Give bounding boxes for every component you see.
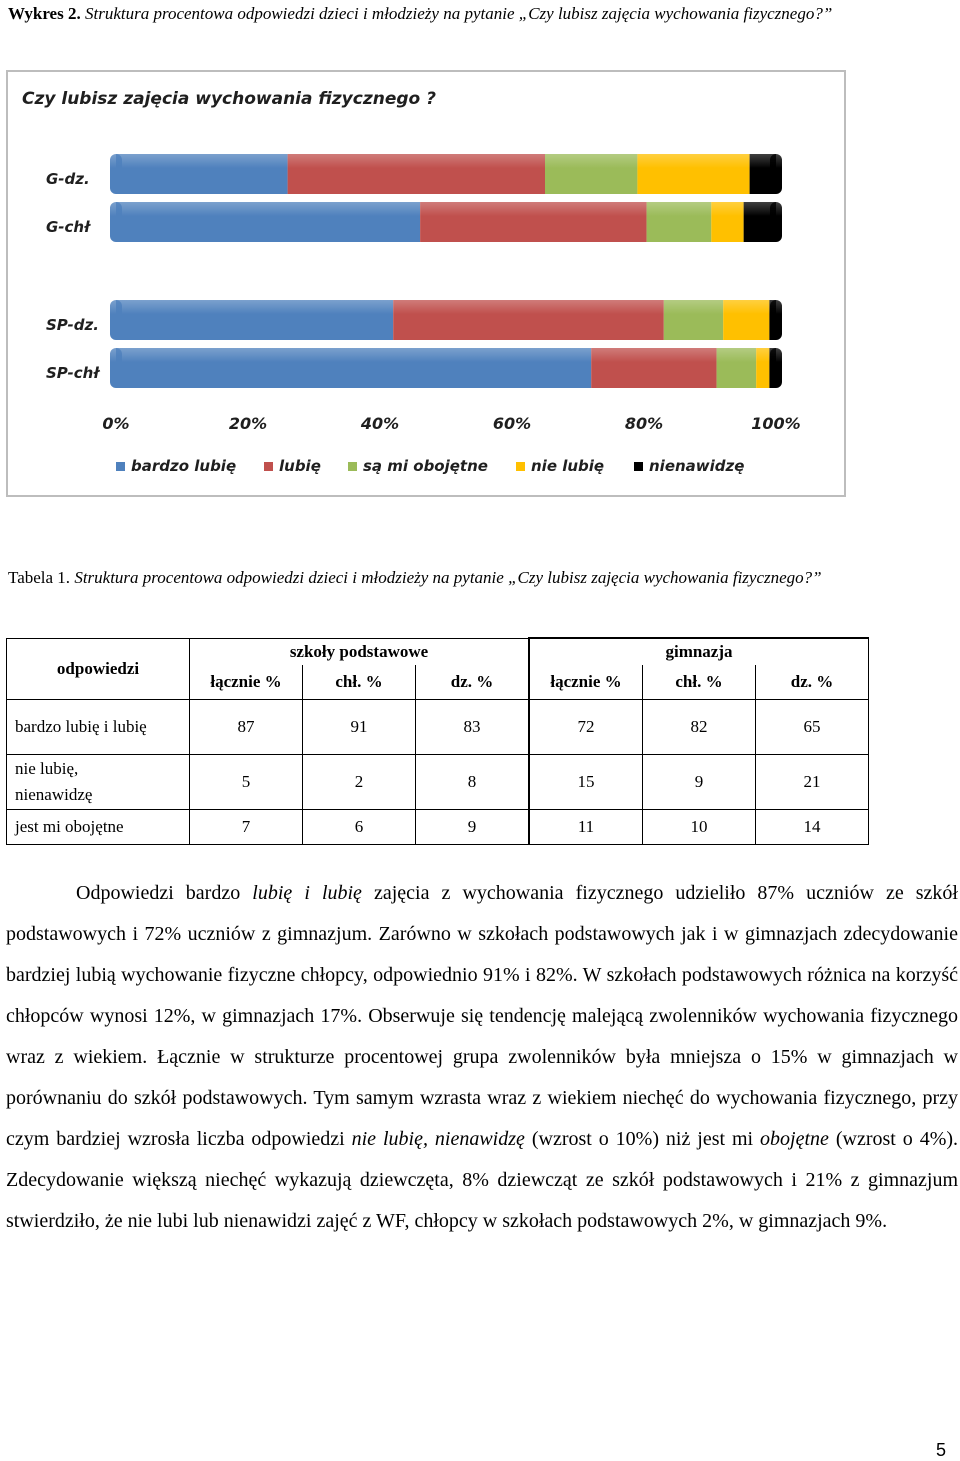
- body-text: zajęcia z wychowania fizycznego udzieliło 87% uczniów ze szkół podstawowych i 72% uczniów z gimnazjum. Zarówno w szkołach podstawowych jak i w gimnazjach zdecydowanie bardziej lubią wychowanie fizyczne chłopcy, odpowiednio 91% i 82%. W szkołach podstawowych różnica na korzyść chłopców wynosi 12%, w gimnazjach 17%. Obserwuje się tendencję malejącą zwolenników wychowania fizycznego wraz z wiekiem. Łącznie w strukturze procentowej grupa zwolenników była mniejsza o 15% w gimnazjach w porównaniu do szkół podstawowych. Tym samym wzrasta wraz z wiekiem niechęć do wychowania fizycznego, przy czym bardziej wzrosła liczba odpowiedzi: [6, 882, 958, 1150]
- bar-start-cap: [110, 154, 122, 194]
- bar-end-cap: [770, 154, 782, 194]
- table-cell: 10: [643, 809, 756, 844]
- category-labels: [46, 170, 100, 382]
- bar-segment: [545, 154, 637, 194]
- body-text: Odpowiedzi bardzo: [76, 882, 253, 904]
- page-number: 5: [936, 1440, 947, 1460]
- x-tick-label: 60%: [492, 414, 532, 433]
- legend-swatch: [516, 462, 525, 471]
- bar-segment: [288, 154, 545, 194]
- table-row: [7, 809, 869, 844]
- bar-start-cap: [110, 300, 122, 340]
- subheader: dz. %: [756, 665, 869, 699]
- bar-start-cap: [110, 202, 122, 242]
- bar-end-cap: [770, 300, 782, 340]
- table-cell: 6: [303, 809, 416, 844]
- bar-end-cap: [770, 202, 782, 242]
- chart-title: Czy lubisz zajęcia wychowania fizycznego ?: [22, 89, 436, 109]
- table-label: Tabela 1.: [8, 568, 71, 587]
- bar-segment: [637, 154, 749, 194]
- corner-header: odpowiedzi: [7, 638, 190, 699]
- table-cell: 82: [643, 699, 756, 754]
- bar-end-cap: [770, 348, 782, 388]
- body-text: (wzrost o 10%) niż jest mi: [524, 1128, 761, 1150]
- table-cell: 8: [416, 754, 530, 809]
- table-cell: 83: [416, 699, 530, 754]
- legend-swatch: [116, 462, 125, 471]
- bar-segment: [591, 348, 716, 388]
- table-cell: 9: [643, 754, 756, 809]
- body-text-italic: lubię i lubię: [252, 882, 362, 904]
- subheader: łącznie %: [190, 665, 303, 699]
- body-paragraph: [6, 873, 958, 1242]
- bar-segment: [723, 300, 769, 340]
- legend-swatch: [634, 462, 643, 471]
- legend-label: bardzo lubię: [131, 457, 237, 475]
- x-tick-label: 80%: [624, 414, 664, 433]
- table-cell: 11: [529, 809, 643, 844]
- category-label: G-dz.: [46, 170, 90, 188]
- table-cell: 9: [416, 809, 530, 844]
- bar-segment: [116, 202, 420, 242]
- table-row: [7, 699, 869, 754]
- figure-title: Struktura procentowa odpowiedzi dzieci i młodzieży na pytanie „Czy lubisz zajęcia wychowania fizycznego?”: [84, 4, 833, 23]
- table-cell: 87: [190, 699, 303, 754]
- chart-frame: [6, 70, 846, 497]
- bar-segment: [717, 348, 757, 388]
- legend-label: nie lubię: [531, 457, 605, 475]
- legend-label: są mi obojętne: [363, 457, 488, 475]
- table-cell: 14: [756, 809, 869, 844]
- body-text-italic: nie lubię, nienawidzę: [351, 1128, 525, 1150]
- row-label: bardzo lubię i lubię: [7, 699, 190, 754]
- table-cell: 72: [529, 699, 643, 754]
- results-table: [6, 637, 869, 845]
- table-cell: 7: [190, 809, 303, 844]
- row-label: jest mi obojętne: [7, 809, 190, 844]
- table-cell: 65: [756, 699, 869, 754]
- group-header-sp: szkoły podstawowe: [190, 638, 530, 665]
- legend-label: lubię: [279, 457, 321, 475]
- stacked-bar-chart: [8, 72, 844, 495]
- x-tick-labels: [102, 414, 800, 433]
- x-tick-label: 20%: [228, 414, 268, 433]
- table-cell: 5: [190, 754, 303, 809]
- bar-segment: [116, 154, 288, 194]
- x-tick-label: 0%: [102, 414, 130, 433]
- x-tick-label: 100%: [751, 414, 801, 433]
- legend: [116, 457, 744, 475]
- bar-segment: [711, 202, 743, 242]
- table-cell: 21: [756, 754, 869, 809]
- legend-swatch: [264, 462, 273, 471]
- bar-segment: [664, 300, 723, 340]
- group-header-gim: gimnazja: [529, 638, 869, 665]
- subheader: chł. %: [643, 665, 756, 699]
- figure-caption: [8, 0, 956, 27]
- category-label: SP-chł: [46, 364, 99, 382]
- category-label: G-chł: [46, 218, 90, 236]
- subheader: łącznie %: [529, 665, 643, 699]
- body-text-italic: obojętne: [760, 1128, 829, 1150]
- table-cell: 91: [303, 699, 416, 754]
- category-label: SP-dz.: [46, 316, 99, 334]
- legend-swatch: [348, 462, 357, 471]
- row-label-line: nie lubię,: [15, 758, 79, 778]
- bars-layer: [110, 154, 782, 388]
- bar-segment: [420, 202, 646, 242]
- row-label: [7, 754, 190, 809]
- table-row: [7, 754, 869, 809]
- table-title: Struktura procentowa odpowiedzi dzieci i młodzieży na pytanie „Czy lubisz zajęcia wychowania fizycznego?”: [74, 568, 822, 587]
- bar-segment: [756, 348, 769, 388]
- x-tick-label: 40%: [360, 414, 400, 433]
- row-label-line: nienawidzę: [15, 784, 93, 804]
- subheader: chł. %: [303, 665, 416, 699]
- subheader: dz. %: [416, 665, 530, 699]
- table-cell: 2: [303, 754, 416, 809]
- bar-segment: [116, 348, 591, 388]
- table-cell: 15: [529, 754, 643, 809]
- table-caption: [8, 564, 956, 591]
- bar-segment: [116, 300, 393, 340]
- bar-start-cap: [110, 348, 122, 388]
- bar-segment: [393, 300, 664, 340]
- body-text: (wzrost o 4%). Zdecydowanie większą niechęć wykazują dziewczęta, 8% dziewcząt ze szkół podstawowych i 21% z gimnazjum stwierdziło, że nie lubi lub nienawidzi zajęć z WF, chłopcy w szkołach podstawowych 2%, w gimnazjach 9%.: [6, 1128, 959, 1232]
- legend-label: nienawidzę: [649, 457, 745, 475]
- bar-segment: [647, 202, 712, 242]
- figure-label: Wykres 2.: [8, 4, 81, 23]
